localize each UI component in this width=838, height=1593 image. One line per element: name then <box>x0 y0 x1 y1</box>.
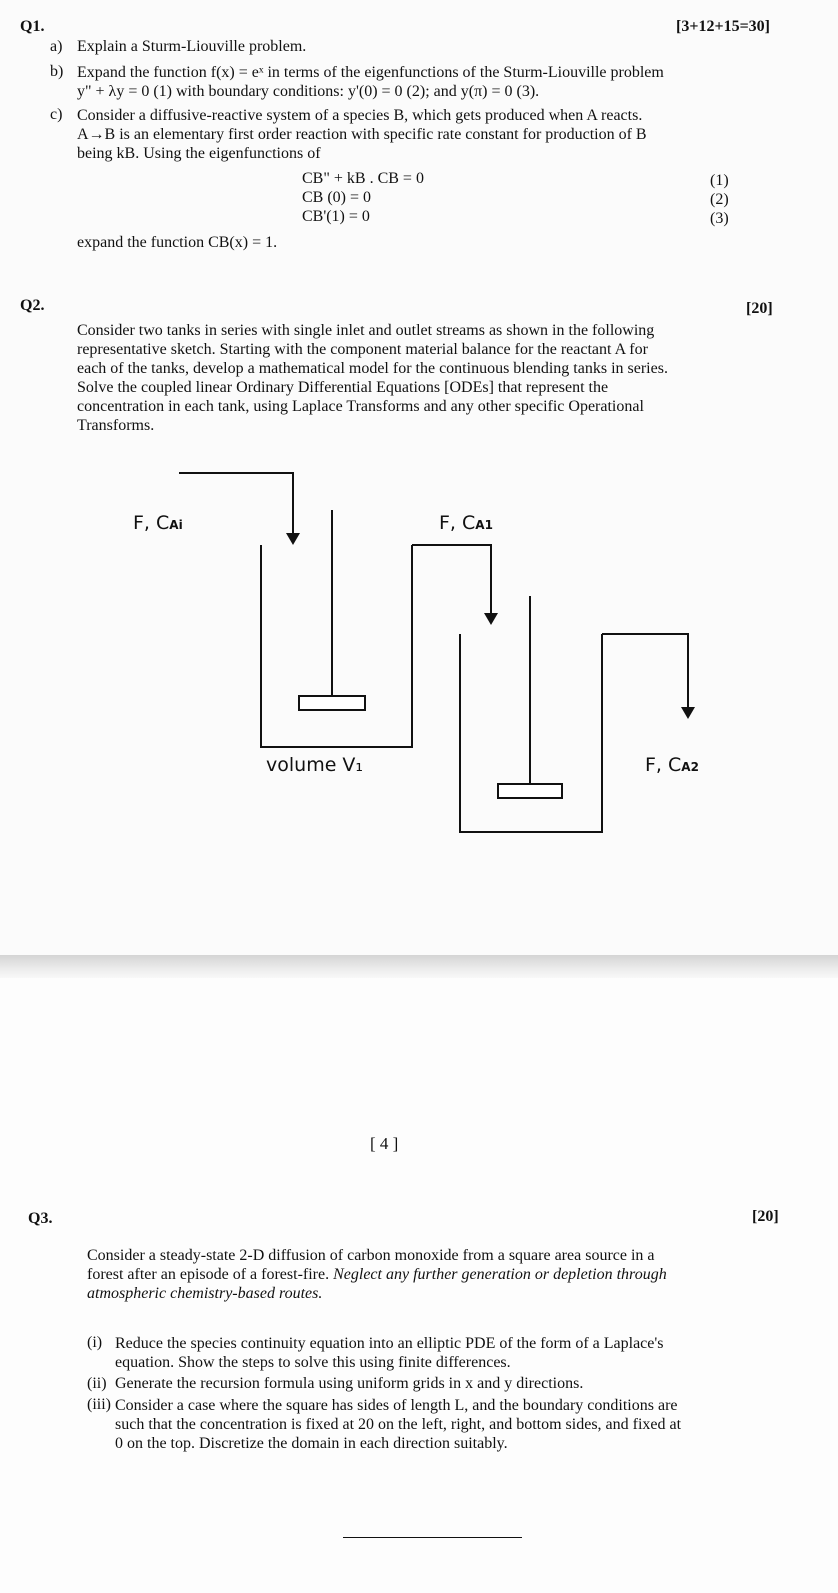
inlet-stream-subscript: Ai <box>169 518 183 532</box>
tank-2-impeller <box>498 784 562 798</box>
q3-iii-text <box>115 1396 681 1453</box>
middle-stream-label <box>439 512 493 534</box>
outlet-stream-label <box>645 754 699 776</box>
q3-iii-line: Consider a case where the square has sides of length L, and the boundary conditions are <box>115 1397 678 1414</box>
middle-stream-subscript: A1 <box>475 518 493 532</box>
q1-b-line: y" + λy = 0 (1) with boundary conditions: y'(0) = 0 (2); and y(π) = 0 (3). <box>77 83 540 100</box>
q3-intro-line <box>87 1284 667 1303</box>
q1-b-line: Expand the function f(x) = eˣ in terms of the eigenfunctions of the Sturm-Liouville problem <box>77 64 664 81</box>
q3-marks: [20] <box>752 1208 779 1225</box>
q1-c-line: A→B is an elementary first order reaction with specific rate constant for production of B <box>77 126 647 143</box>
q3-ii-label: (ii) <box>87 1375 107 1392</box>
q1-c-label: c) <box>50 106 63 123</box>
q2-line: Solve the coupled linear Ordinary Differential Equations [ODEs] that represent the <box>77 379 609 396</box>
q3-intro-line: Consider a steady-state 2-D diffusion of carbon monoxide from a square area source in a <box>87 1247 655 1264</box>
outlet-stream-subscript: A2 <box>681 760 699 774</box>
exam-page-bottom <box>0 978 838 1593</box>
q2-label: Q2. <box>20 297 45 314</box>
q1-c-line: Consider a diffusive-reactive system of a species B, which gets produced when A reacts. <box>77 107 643 124</box>
q2-line: representative sketch. Starting with the component material balance for the reactant A for <box>77 341 648 358</box>
q1-marks: [3+12+15=30] <box>676 18 771 35</box>
q3-iii-line: such that the concentration is fixed at 20 on the left, right, and bottom sides, and fixed at <box>115 1416 682 1433</box>
inlet-stream-text: F, C <box>133 512 170 534</box>
q1-equation-3-number: (3) <box>710 210 729 227</box>
q2-line: each of the tanks, develop a mathematical model for the continuous blending tanks in series. <box>77 360 668 377</box>
q3-intro-italic: atmospheric chemistry-based routes. <box>87 1285 323 1302</box>
q3-iii-line: 0 on the top. Discretize the domain in each direction suitably. <box>115 1435 508 1452</box>
q3-iii-label: (iii) <box>87 1396 111 1413</box>
inlet-pipe <box>179 473 293 542</box>
middle-stream-text: F, C <box>439 512 476 534</box>
outlet-arrow-icon <box>681 707 695 719</box>
q1-equation-3: CB'(1) = 0 <box>302 208 370 225</box>
page-separator <box>0 955 838 978</box>
q2-line: Consider two tanks in series with single inlet and outlet streams as shown in the following <box>77 322 655 339</box>
q3-intro-plain: forest after an episode of a forest-fire. <box>87 1266 334 1283</box>
q3-i-text <box>115 1334 664 1372</box>
q1-label: Q1. <box>20 18 45 35</box>
q1-a-text: Explain a Sturm-Liouville problem. <box>77 38 307 55</box>
q1-c-line: being kB. Using the eigenfunctions of <box>77 145 321 162</box>
inlet-stream-label <box>133 512 183 534</box>
q3-intro-line <box>87 1265 667 1284</box>
q1-equation-1: CB" + kB . CB = 0 <box>302 170 424 187</box>
outlet-stream-text: F, C <box>645 754 682 776</box>
q1-c-last-line: expand the function CB(x) = 1. <box>77 234 278 251</box>
q1-a-label: a) <box>50 38 63 55</box>
q3-i-label: (i) <box>87 1334 103 1351</box>
connecting-arrow-icon <box>484 613 498 625</box>
tank-1 <box>261 545 412 747</box>
q1-equation-2: CB (0) = 0 <box>302 189 372 206</box>
tank-1-volume-label: volume V₁ <box>266 754 364 776</box>
tank-1-impeller <box>299 696 365 710</box>
q2-line: Transforms. <box>77 417 155 434</box>
q1-equation-2-number: (2) <box>710 191 729 208</box>
q3-ii-text: Generate the recursion formula using uniform grids in x and y directions. <box>115 1375 584 1392</box>
end-rule <box>343 1537 522 1538</box>
q3-intro-italic: Neglect any further generation or depletion through <box>333 1266 667 1283</box>
q2-line: concentration in each tank, using Laplace Transforms and any other specific Operational <box>77 398 644 415</box>
connecting-pipe <box>412 545 491 620</box>
page-number: [ 4 ] <box>370 1134 399 1153</box>
inlet-arrow-icon <box>286 533 300 545</box>
q2-marks: [20] <box>746 300 773 317</box>
q1-b-label: b) <box>50 63 64 80</box>
q3-label: Q3. <box>28 1210 53 1227</box>
q3-i-line: Reduce the species continuity equation into an elliptic PDE of the form of a Laplace's <box>115 1335 664 1352</box>
q3-i-line: equation. Show the steps to solve this using finite differences. <box>115 1354 511 1371</box>
outlet-pipe <box>602 634 688 714</box>
q1-equation-1-number: (1) <box>710 172 729 189</box>
q3-intro <box>87 1246 667 1303</box>
